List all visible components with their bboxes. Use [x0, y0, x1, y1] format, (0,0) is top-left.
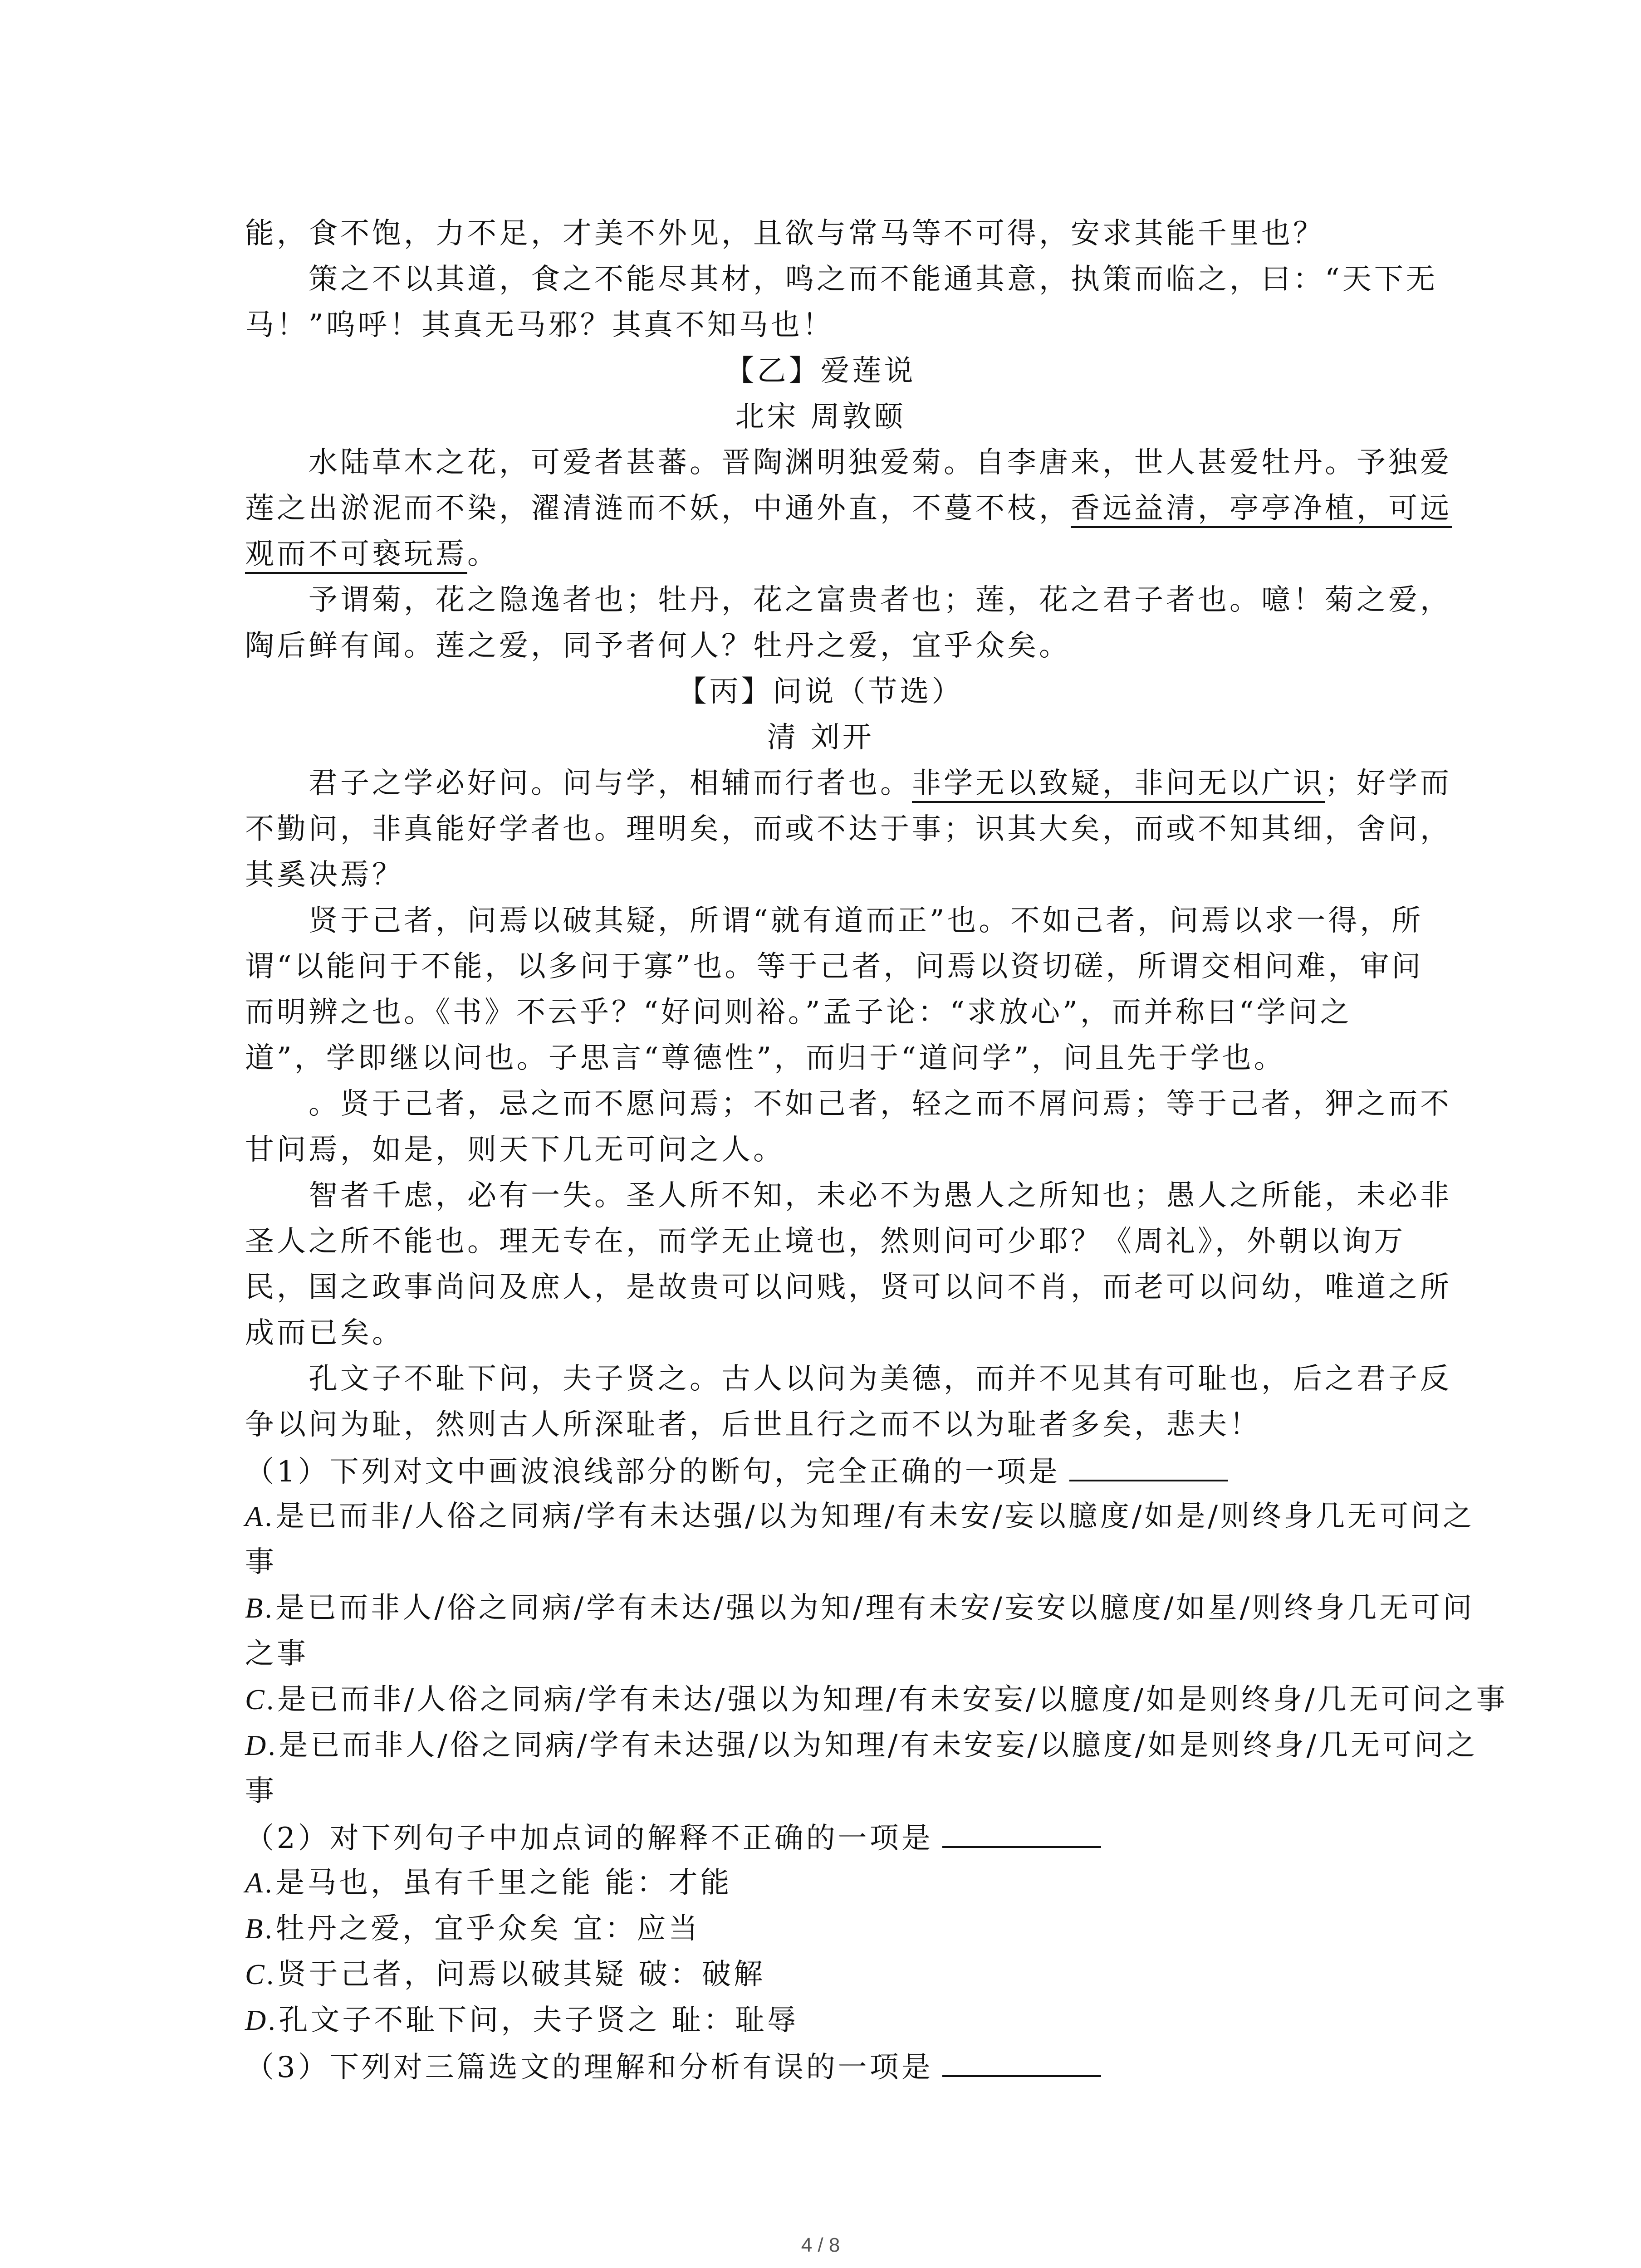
option-b — [245, 1585, 1475, 1631]
page-number: 4 / 8 — [801, 2234, 840, 2256]
text-line: 谓“以能问于不能，以多问于寡”也。等于己者，问焉以资切磋，所谓交相问难，审问 — [245, 950, 1424, 983]
text-line: 甘问焉，如是，则天下几无可问之人。 — [245, 1133, 785, 1167]
author-bing: 清 刘开 — [767, 721, 874, 754]
question-text: （2）对下列句子中加点词的解释不正确的一项是 — [245, 1822, 933, 1855]
question-1-stem — [245, 1448, 1411, 1495]
text-line: 其奚决焉？ — [245, 858, 404, 892]
option-b — [245, 1906, 1411, 1951]
text-line: 能，食不饱，力不足，才美不外见，且欲与常马等不可得，安求其能千里也？ — [245, 217, 1325, 250]
option-a — [245, 1494, 1475, 1539]
underlined-segment: 非学无以致疑，非问无以广识 — [912, 767, 1325, 800]
option-letter: B. — [245, 1912, 276, 1945]
author-yi: 北宋 周敦颐 — [735, 400, 906, 434]
section-title-yi: 【乙】爱莲说 — [725, 354, 916, 388]
option-text: 是已而非/人俗之同病/学有未达强/以为知理/有未安/妄以臆度/如是/则终身几无可问之 — [275, 1500, 1475, 1533]
text-line: 不勤问，非真能好学者也。理明矣，而或不达于事；识其大矣，而或不知其细，舍问， — [245, 812, 1452, 846]
option-c — [245, 1677, 1508, 1722]
option-a — [245, 1860, 1411, 1906]
option-text: 是已而非/人俗之同病/学有未达/强以为知理/有未安妄/以臆度/如是则终身/几无可问之事 — [277, 1683, 1508, 1716]
text-segment: 。 — [467, 538, 499, 571]
answer-blank[interactable] — [1069, 1448, 1228, 1481]
text-line: 之事 — [245, 1637, 309, 1671]
text-line: 策之不以其道，食之不能尽其材，鸣之而不能通其意，执策而临之，曰：“天下无 — [245, 263, 1438, 296]
text-line: 事 — [245, 1545, 277, 1579]
text-segment: ；好学而 — [1325, 767, 1452, 800]
text-line: 道”，学即继以问也。子思言“尊德性”，而归于“道问学”，问且先于学也。 — [245, 1041, 1286, 1075]
text-segment: 莲之出淤泥而不染，濯清涟而不妖，中通外直，不蔓不枝， — [245, 492, 1071, 525]
option-text: 孔文子不耻下问，夫子贤之 耻：耻辱 — [279, 2004, 799, 2037]
text-line — [245, 486, 1452, 531]
option-letter: D. — [245, 1729, 279, 1761]
option-text: 是已而非人/俗之同病/学有未达强/以为知理/有未安妄/以臆度/如是则终身/几无可问之 — [279, 1729, 1478, 1762]
text-line: 民，国之政事尚问及庶人，是故贵可以问贱，贤可以问不肖，而老可以问幼，唯道之所 — [245, 1271, 1452, 1304]
text-line: 孔文子不耻下问，夫子贤之。古人以问为美德，而并不见其有可耻也，后之君子反 — [245, 1362, 1452, 1396]
option-letter: A. — [245, 1867, 276, 1899]
text-segment: 君子之学必好问。问与学，相辅而行者也。 — [245, 767, 912, 800]
question-text: （3）下列对三篇选文的理解和分析有误的一项是 — [245, 2051, 933, 2084]
question-3-stem — [245, 2043, 1411, 2090]
option-c — [245, 1952, 1411, 1997]
answer-blank[interactable] — [942, 1814, 1101, 1848]
option-text: 贤于己者，问焉以破其疑 破：破解 — [277, 1958, 766, 1991]
text-line: 争以问为耻，然则古人所深耻者，后世且行之而不以为耻者多矣，悲夫！ — [245, 1408, 1261, 1442]
text-line: 成而已矣。 — [245, 1316, 404, 1350]
text-line: 陶后鲜有闻。莲之爱，同予者何人？牡丹之爱，宜乎众矣。 — [245, 629, 1071, 663]
answer-blank[interactable] — [942, 2043, 1101, 2077]
option-letter: D. — [245, 2004, 279, 2036]
question-text: （1）下列对文中画波浪线部分的断句，完全正确的一项是 — [245, 1455, 1060, 1489]
text-line — [245, 532, 1411, 577]
text-line: 予谓菊，花之隐逸者也；牡丹，花之富贵者也；莲，花之君子者也。噫！菊之爱， — [245, 583, 1452, 617]
text-line: 事 — [245, 1774, 277, 1808]
option-text: 牡丹之爱，宜乎众矣 宜：应当 — [275, 1912, 700, 1945]
text-line: 而明辨之也。《书》不云乎？“好问则裕。”孟子论：“求放心”，而并称曰“学问之 — [245, 996, 1352, 1029]
text-line: 圣人之所不能也。理无专在，而学无止境也，然则问可少耶？《周礼》，外朝以询万 — [245, 1225, 1406, 1258]
question-2-stem — [245, 1814, 1411, 1861]
option-d — [245, 1723, 1478, 1768]
option-d — [245, 1998, 1411, 2043]
option-text: 是已而非人/俗之同病/学有未达/强以为知/理有未安/妄安以臆度/如星/则终身几无可问 — [275, 1591, 1475, 1625]
text-line: 智者千虑，必有一失。圣人所不知，未必不为愚人之所知也；愚人之所能，未必非 — [245, 1179, 1452, 1212]
text-line: 水陆草木之花，可爱者甚蕃。晋陶渊明独爱菊。自李唐来，世人甚爱牡丹。予独爱 — [245, 446, 1452, 479]
option-letter: A. — [245, 1500, 276, 1532]
text-line — [245, 761, 1452, 806]
option-letter: B. — [245, 1592, 276, 1624]
option-text: 是马也，虽有千里之能 能：才能 — [275, 1866, 732, 1900]
underlined-segment: 观而不可亵玩焉 — [245, 538, 467, 571]
option-letter: C. — [245, 1958, 277, 1990]
text-line: 贤于己者，问焉以破其疑，所谓“就有道而正”也。不如己者，问焉以求一得，所 — [245, 904, 1424, 938]
text-line: 。贤于己者，忌之而不愿问焉；不如己者，轻之而不屑问焉；等于己者，狎之而不 — [245, 1087, 1452, 1121]
text-line: 马！”呜呼！其真无马邪？其真不知马也！ — [245, 308, 834, 342]
section-title-bing: 【丙】问说（节选） — [677, 675, 964, 709]
option-letter: C. — [245, 1683, 277, 1716]
underlined-segment: 香远益清，亭亭净植，可远 — [1071, 492, 1452, 525]
